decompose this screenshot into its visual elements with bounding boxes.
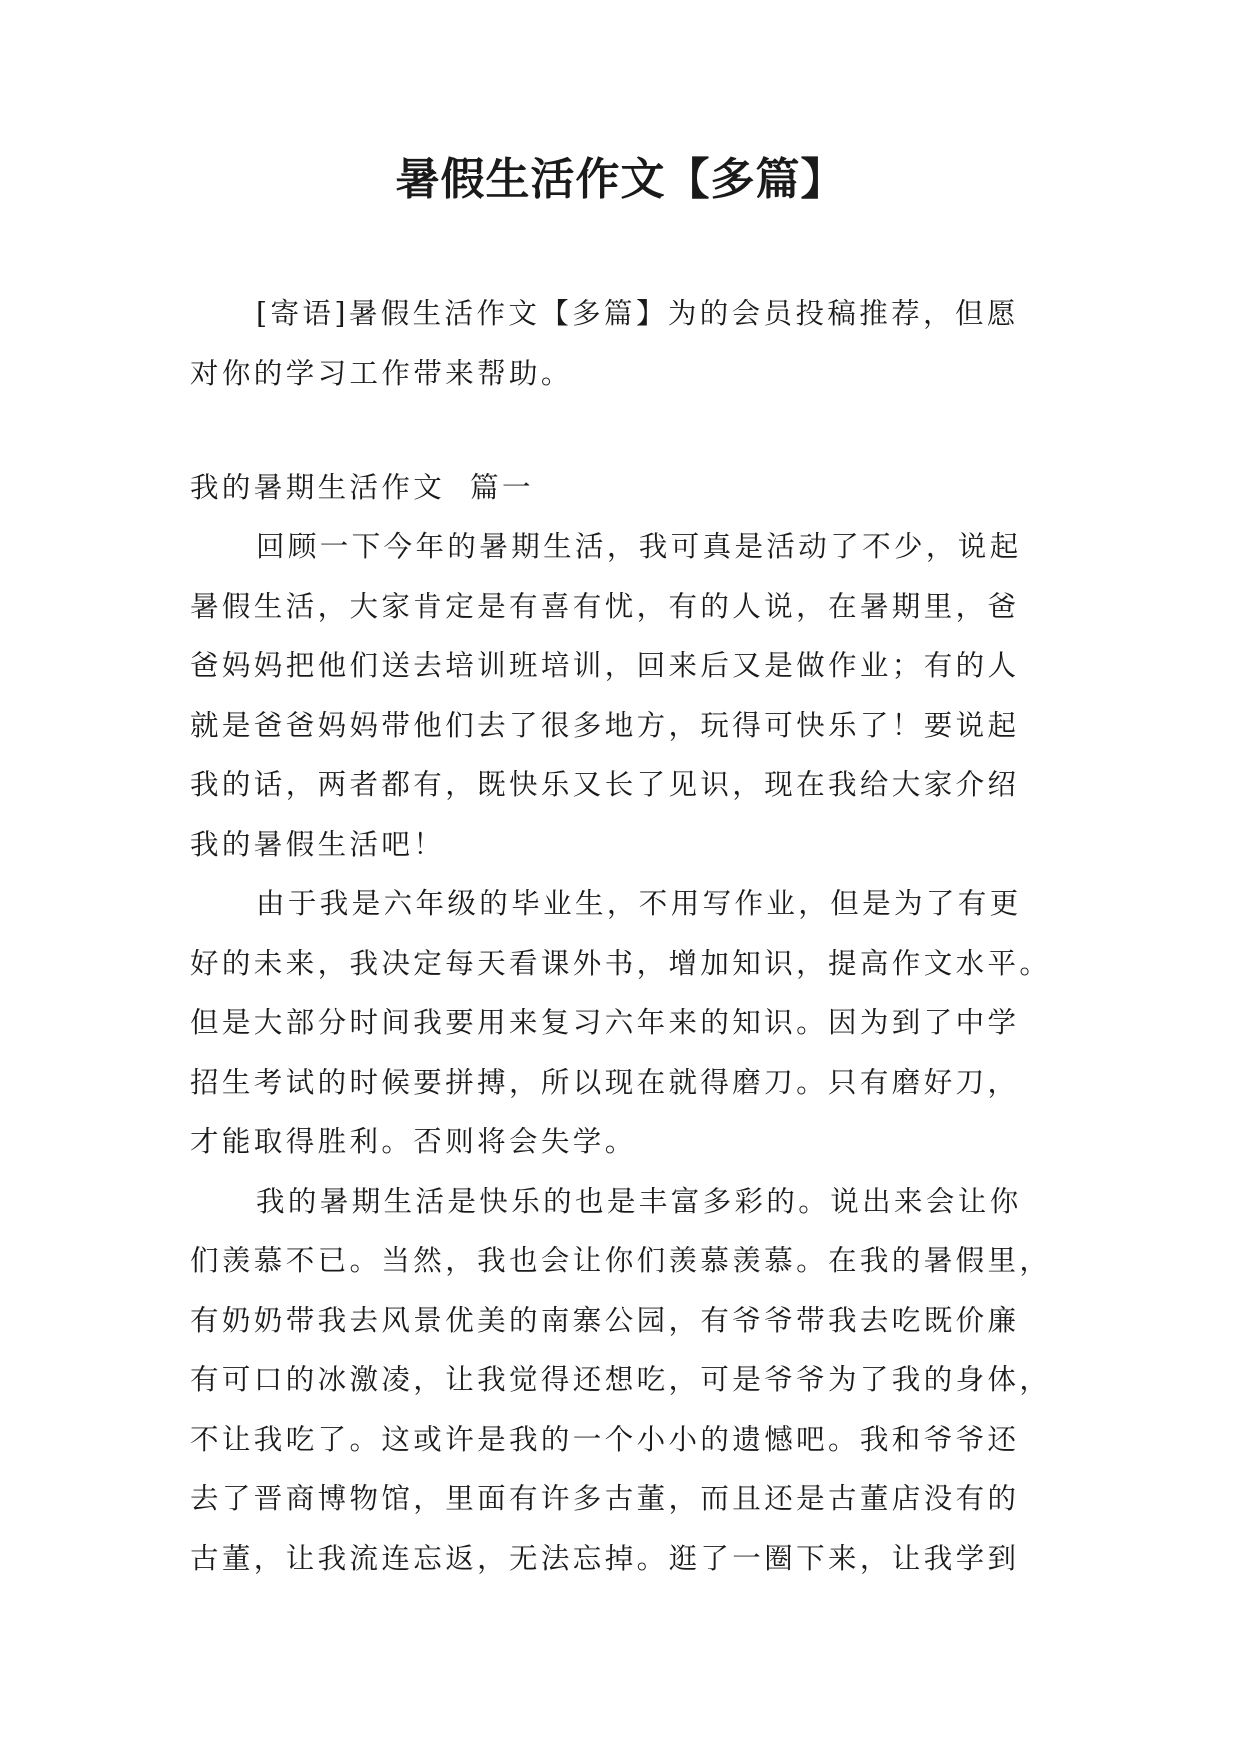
section-heading-text: 我的暑期生活作文 篇一 (190, 471, 534, 504)
paragraph-line: 但是大部分时间我要用来复习六年来的知识。因为到了中学 (190, 1006, 1020, 1039)
paragraph-line: 们羡慕不已。当然，我也会让你们羡慕羡慕。在我的暑假里， (190, 1244, 1052, 1277)
document-title: 暑假生活作文【多篇】 (395, 154, 846, 205)
paragraph-line: 不让我吃了。这或许是我的一个小小的遗憾吧。我和爷爷还 (190, 1422, 1020, 1456)
paragraph-line: 回顾一下今年的暑期生活，我可真是活动了不少，说起 (256, 530, 1022, 563)
paragraph-line: 我的暑期生活是快乐的也是丰富多彩的。说出来会让你 (256, 1184, 1022, 1218)
paragraph-line: 爸妈妈把他们送去培训班培训，回来后又是做作业；有的人 (190, 649, 1020, 682)
essay-paragraph (190, 517, 1050, 874)
paragraph-line: 暑假生活，大家肯定是有喜有忧，有的人说，在暑期里，爸 (190, 589, 1020, 623)
paragraph-line: 就是爸爸妈妈带他们去了很多地方，玩得可快乐了！要说起 (190, 708, 1020, 742)
paragraph-line: 有可口的冰激凌，让我觉得还想吃，可是爷爷为了我的身体， (190, 1363, 1052, 1396)
paragraph-line: 才能取得胜利。否则将会失学。 (190, 1125, 637, 1158)
paragraph-line: 古董，让我流连忘返，无法忘掉。逛了一圈下来，让我学到 (190, 1541, 1020, 1575)
essay-paragraph (190, 874, 1050, 1172)
paragraph-line: 去了晋商博物馆，里面有许多古董，而且还是古董店没有的 (190, 1482, 1020, 1515)
intro-paragraph (190, 284, 1050, 403)
paragraph-line: 招生考试的时候要拼搏，所以现在就得磨刀。只有磨好刀， (190, 1065, 1020, 1099)
essay-body (190, 517, 1050, 1588)
section-heading (190, 458, 1050, 518)
intro-line: [寄语]暑假生活作文【多篇】为的会员投稿推荐，但愿 (256, 297, 1019, 330)
paragraph-line: 由于我是六年级的毕业生，不用写作业，但是为了有更 (256, 887, 1022, 920)
paragraph-line: 我的暑假生活吧！ (190, 827, 446, 861)
essay-paragraph (190, 1172, 1050, 1589)
paragraph-line: 有奶奶带我去风景优美的南寨公园，有爷爷带我去吃既价廉 (190, 1303, 1020, 1337)
intro-line: 对你的学习工作带来帮助。 (190, 356, 573, 390)
paragraph-line: 我的话，两者都有，既快乐又长了见识，现在我给大家介绍 (190, 768, 1020, 801)
paragraph-line: 好的未来，我决定每天看课外书，增加知识，提高作文水平。 (190, 946, 1052, 980)
